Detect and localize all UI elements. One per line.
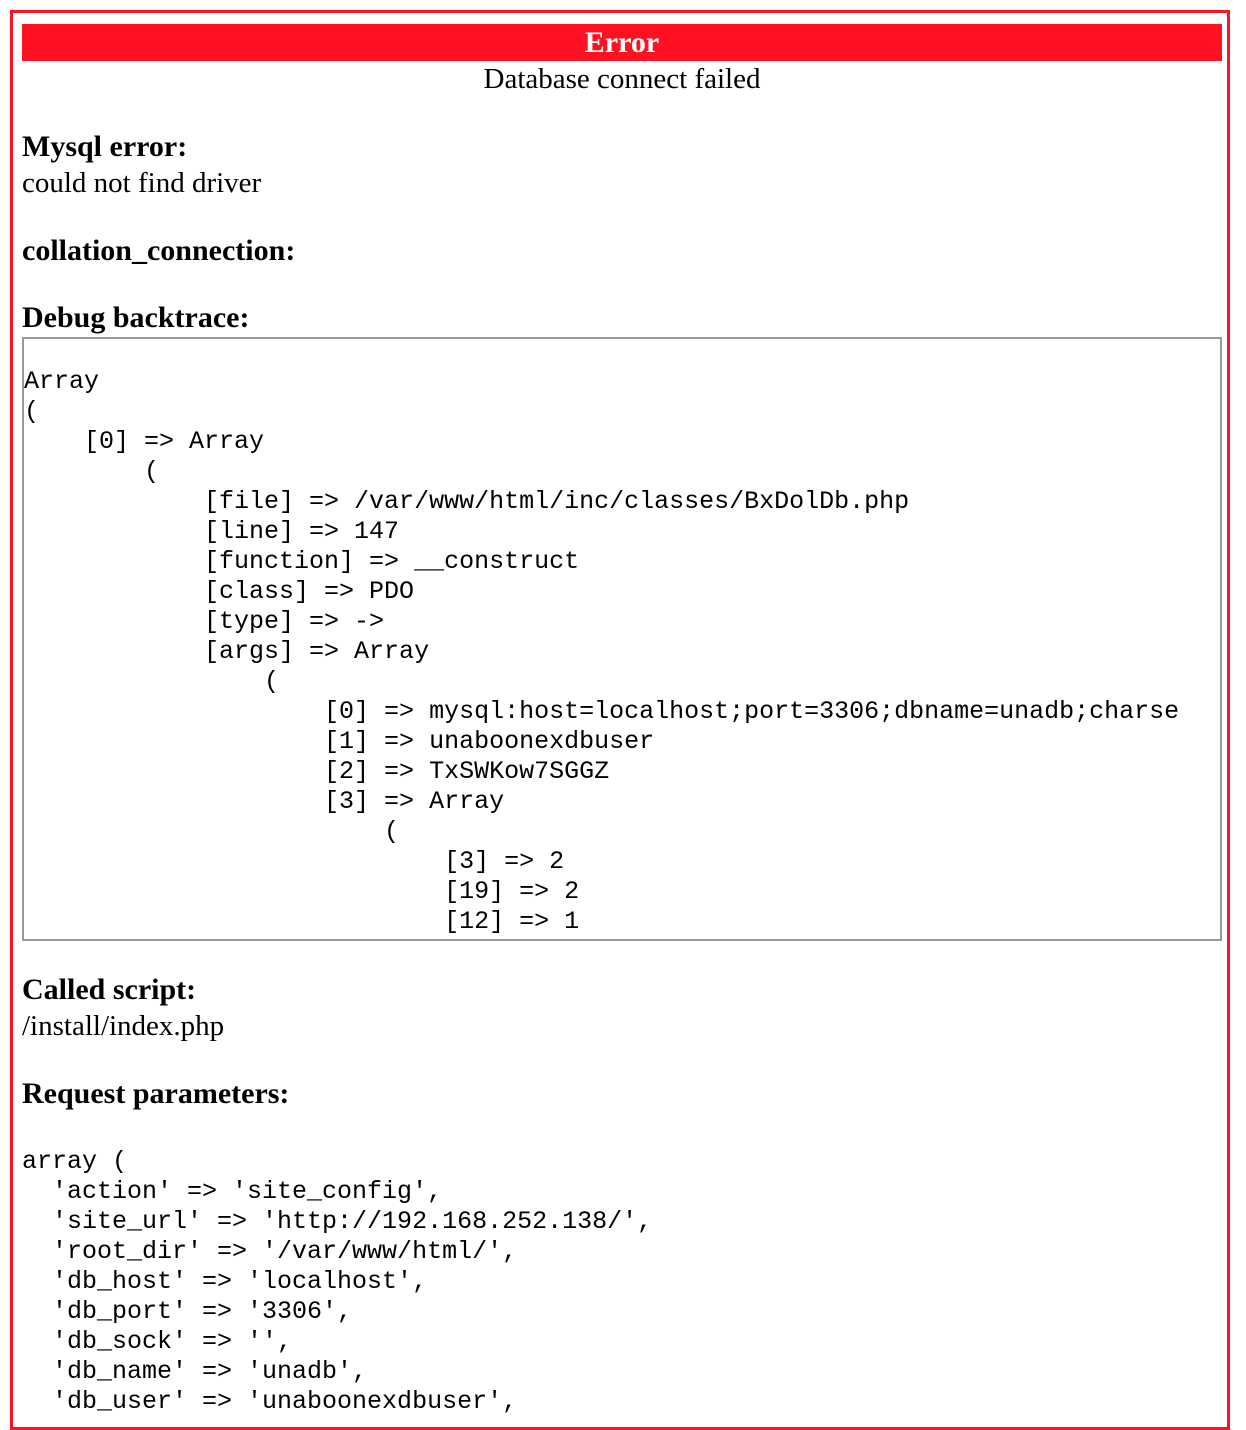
- called-script-value: /install/index.php: [22, 1010, 225, 1042]
- request-parameters-text: array ( 'action' => 'site_config', 'site_url' => 'http://192.168.252.138/', 'root_dir' => '/var/www/html/', 'db_host' => 'localhost', 'db_port' => '3306', 'db_sock' => '', 'db_name' => 'unadb', 'db_user' => 'unaboonexdbuser',: [22, 1147, 653, 1416]
- debug-backtrace-heading: Debug backtrace:: [22, 301, 250, 334]
- error-message: Database connect failed: [483, 63, 761, 95]
- debug-backtrace-text: Array ( [0] => Array ( [file] => /var/www/html/inc/classes/BxDolDb.php [line] => 147 [function] => __construct [class] => PDO [type] => -> [args] => Array ( [0] => mysql:host=localhost;port=3306;dbname=unadb;charse [1] => unaboonexdbuser [2] => TxSWKow7SGGZ [3] => Array ( [3] => 2 [19] => 2 [12] => 1: [24, 367, 1180, 936]
- request-parameters-block: [22, 1147, 1222, 1417]
- error-panel: [10, 10, 1230, 1430]
- mysql-error-value: could not find driver: [22, 167, 262, 199]
- collation-connection-heading: collation_connection:: [22, 234, 296, 267]
- error-title-bar: Error: [22, 24, 1222, 61]
- called-script-heading: Called script:: [22, 973, 197, 1006]
- mysql-error-heading: Mysql error:: [22, 130, 188, 163]
- request-parameters-heading: Request parameters:: [22, 1077, 290, 1110]
- debug-backtrace-box[interactable]: [22, 337, 1222, 941]
